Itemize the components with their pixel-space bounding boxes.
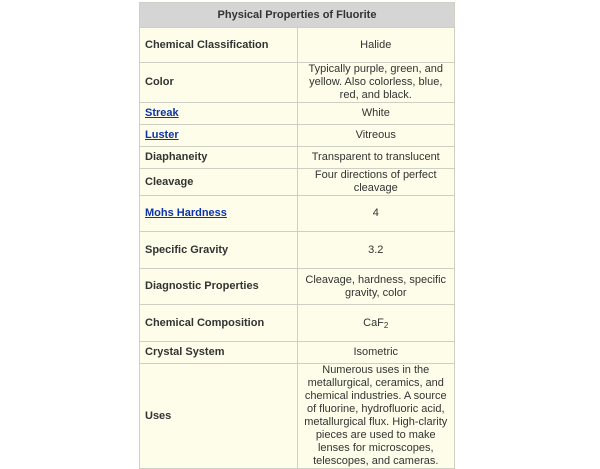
table-row bbox=[140, 28, 455, 63]
table-row bbox=[140, 63, 455, 103]
streak-link[interactable]: Streak bbox=[145, 107, 179, 119]
table-row bbox=[140, 305, 455, 342]
row-value: White bbox=[297, 103, 455, 125]
row-value: Typically purple, green, and yellow. Also colorless, blue, red, and black. bbox=[297, 63, 455, 103]
row-value: Isometric bbox=[297, 342, 455, 364]
row-value: Halide bbox=[297, 28, 455, 63]
row-value: Numerous uses in the metallurgical, ceramics, and chemical industries. A source of fluorine, hydrofluoric acid, metallurgical flux. High-clarity pieces are used to make lenses for microscopes, telescopes, and cameras. bbox=[297, 364, 455, 469]
row-label: Cleavage bbox=[140, 169, 298, 196]
chemical-formula bbox=[297, 305, 455, 342]
table-row bbox=[140, 342, 455, 364]
row-value: Cleavage, hardness, specific gravity, color bbox=[297, 269, 455, 305]
table-row bbox=[140, 364, 455, 469]
table-row bbox=[140, 232, 455, 269]
table-row bbox=[140, 196, 455, 232]
table-title: Physical Properties of Fluorite bbox=[140, 3, 455, 28]
row-label: Color bbox=[140, 63, 298, 103]
row-label-cell bbox=[140, 103, 298, 125]
mohs-hardness-link[interactable]: Mohs Hardness bbox=[145, 207, 227, 219]
table-row bbox=[140, 103, 455, 125]
row-label: Crystal System bbox=[140, 342, 298, 364]
row-label: Chemical Composition bbox=[140, 305, 298, 342]
table-row bbox=[140, 269, 455, 305]
row-label-cell bbox=[140, 196, 298, 232]
row-value: Transparent to translucent bbox=[297, 147, 455, 169]
row-label: Uses bbox=[140, 364, 298, 469]
row-value: Vitreous bbox=[297, 125, 455, 147]
row-value: 3.2 bbox=[297, 232, 455, 269]
luster-link[interactable]: Luster bbox=[145, 129, 179, 141]
row-label: Diagnostic Properties bbox=[140, 269, 298, 305]
table-row bbox=[140, 169, 455, 196]
row-label: Specific Gravity bbox=[140, 232, 298, 269]
title-row bbox=[140, 3, 455, 28]
row-value: 4 bbox=[297, 196, 455, 232]
table-row bbox=[140, 147, 455, 169]
row-label: Diaphaneity bbox=[140, 147, 298, 169]
formula-base: CaF bbox=[363, 316, 384, 329]
formula-subscript: 2 bbox=[383, 320, 389, 330]
properties-table bbox=[139, 2, 455, 469]
row-label-cell bbox=[140, 125, 298, 147]
row-value: Four directions of perfect cleavage bbox=[297, 169, 455, 196]
table-row bbox=[140, 125, 455, 147]
row-label: Chemical Classification bbox=[140, 28, 298, 63]
